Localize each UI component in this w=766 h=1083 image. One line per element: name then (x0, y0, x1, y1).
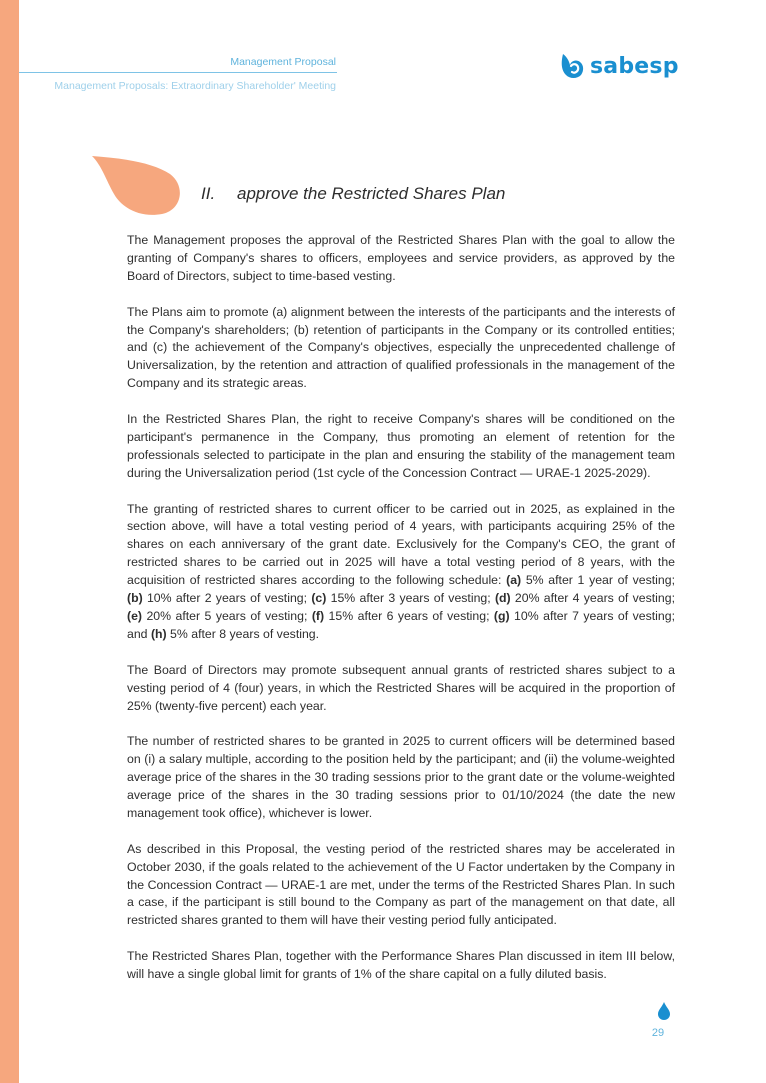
schedule-text-h: 5% after 8 years of vesting. (166, 626, 320, 641)
paragraph-3: In the Restricted Shares Plan, the right to receive Company's shares will be conditioned on the participant's permanence in the Company, thus promoting an element of retention for the professionals selected to participate in the plan and ensuring the stability of the management team during the Universalization period (1st cycle of the Concession Contract — URAE-1 2025-2029). (127, 412, 675, 480)
paragraph-8: The Restricted Shares Plan, together with the Performance Shares Plan discussed in item III below, will have a single global limit for grants of 1% of the share capital on a fully diluted basis. (127, 949, 675, 982)
schedule-label-c: (c) (311, 591, 327, 606)
body-text (127, 232, 675, 1002)
page-number: 29 (651, 1027, 665, 1039)
section-title: approve the Restricted Shares Plan (237, 184, 506, 203)
header-subtitle: Management Proposals: Extraordinary Shareholder' Meeting (54, 80, 336, 92)
paragraph-6: The number of restricted shares to be granted in 2025 to current officers will be determined based on (i) a salary multiple, according to the position held by the participant; and (ii) the volume-weighted average price of the shares in the 30 trading sessions prior to the grant date or the volume-weighted average price of the shares in the 30 trading sessions prior to 01/10/2024 (the date the new management took office), whichever is lower. (127, 734, 675, 820)
schedule-label-e: (e) (127, 608, 143, 623)
schedule-text-c: 15% after 3 years of vesting; (326, 591, 495, 606)
schedule-label-d: (d) (494, 591, 511, 606)
paragraph-7: As described in this Proposal, the vesting period of the restricted shares may be accelerated in October 2030, if the goals related to the achievement of the U Factor undertaken by the Company in the Concession Contract — URAE-1 are met, under the terms of the Restricted Shares Plan. In such a case, if the participant is still bound to the Company as part of the management on that date, all restricted shares granted to them will have their vesting period fully anticipated. (127, 841, 675, 928)
paragraph-4 (127, 501, 675, 644)
paragraph-5: The Board of Directors may promote subsequent annual grants of restricted shares subject to a vesting period of 4 (four) years, in which the Restricted Shares will be acquired in the proportion of 25% (twenty-five percent) each year. (127, 662, 675, 713)
schedule-label-f: (f) (311, 608, 325, 623)
sabesp-drop-icon (559, 52, 585, 80)
schedule-label-h: (h) (150, 626, 167, 641)
schedule-text-e: 20% after 5 years of vesting; (142, 608, 312, 623)
schedule-label-b: (b) (127, 591, 143, 606)
schedule-text-a: 5% after 1 year of vesting; (521, 573, 675, 588)
header-divider (19, 72, 337, 73)
schedule-text-f: 15% after 6 years of vesting; (324, 608, 494, 623)
sabesp-logo (559, 51, 679, 81)
water-drop-icon (658, 1002, 670, 1020)
schedule-label-a: (a) (506, 573, 522, 588)
leaf-decoration-icon (90, 154, 186, 218)
schedule-text-d: 20% after 4 years of vesting; (510, 591, 675, 606)
paragraph-2: The Plans aim to promote (a) alignment between the interests of the participants and the interests of the Company's shareholders; (b) retention of participants in the Company or its controlled entities; and (c) the achievement of the Company's objectives, especially the unprecedented challenge of Universalization, by the retention and attraction of qualified professionals in the management of the Company and its strategic areas. (127, 304, 675, 391)
schedule-label-g: (g) (493, 608, 510, 623)
logo-text: sabesp (590, 53, 679, 79)
schedule-text-g: 10% after 7 years of vesting; and (127, 608, 675, 641)
schedule-text-b: 10% after 2 years of vesting; (142, 591, 312, 606)
section-heading (201, 184, 505, 204)
section-number: II. (201, 184, 216, 203)
vesting-intro: The granting of restricted shares to current officer to be carried out in 2025, as explained in the section above, will have a total vesting period of 4 years, with participants acquiring 25% of the shares on each anniversary of the grant date. Exclusively for the Company's CEO, the grant of restricted shares to be carried out in 2025 will have a total vesting period of 8 years, with the acquisition of restricted shares according to the following schedule: (127, 501, 675, 588)
paragraph-1: The Management proposes the approval of the Restricted Shares Plan with the goal to allow the granting of Company's shares to officers, employees and service providers, as approved by the Board of Directors, subject to time-based vesting. (127, 233, 675, 283)
left-accent-strip (0, 0, 19, 1083)
header-title: Management Proposal (230, 56, 336, 68)
